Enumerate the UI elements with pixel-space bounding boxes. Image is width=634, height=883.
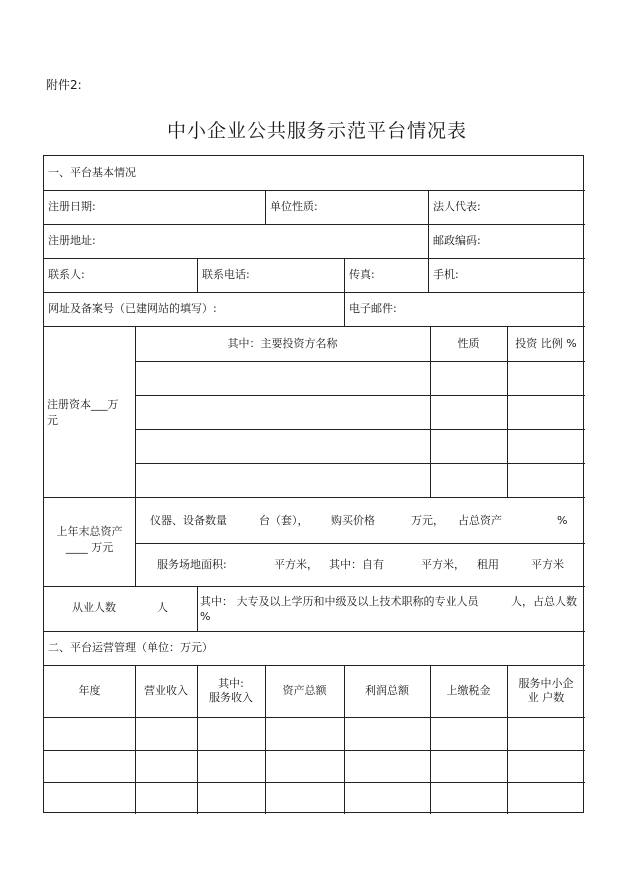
col-total-assets: 资产总额 bbox=[282, 684, 327, 697]
reg-date-label: 注册日期: bbox=[48, 200, 96, 213]
reg-address-label: 注册地址: bbox=[48, 234, 96, 247]
assets-label: 上年末总资产 bbox=[56, 525, 123, 538]
fax-label: 传真: bbox=[349, 268, 375, 281]
col-sme-served-2: 业 户数 bbox=[527, 691, 565, 704]
staff-unit: 人 bbox=[157, 601, 168, 614]
section2-heading: 二、平台运营管理（单位：万元） bbox=[48, 641, 213, 654]
staff-ratio: 人，占总人数 bbox=[511, 595, 577, 608]
site-area-label: 服务场地面积: bbox=[157, 558, 227, 571]
own-label: 其中：自有 bbox=[329, 558, 384, 571]
legal-rep-label: 法人代表: bbox=[433, 200, 481, 213]
col-service-revenue-1: 其中: bbox=[218, 677, 244, 690]
form-table bbox=[43, 155, 584, 813]
nature-header: 性质 bbox=[457, 337, 480, 350]
col-total-profit: 利润总额 bbox=[365, 684, 409, 697]
asset-ratio-label: 占总资产 bbox=[458, 514, 502, 527]
website-label: 网址及备案号（已建网站的填写）: bbox=[48, 302, 217, 315]
staff-percent: % bbox=[200, 610, 211, 623]
col-year: 年度 bbox=[78, 684, 101, 697]
col-revenue: 营业收入 bbox=[144, 684, 188, 697]
col-taxes: 上缴税金 bbox=[446, 684, 491, 697]
contact-phone-label: 联系电话: bbox=[202, 268, 250, 281]
investor-header: 其中：主要投资方名称 bbox=[227, 337, 338, 350]
mobile-label: 手机: bbox=[433, 268, 459, 281]
staff-detail: 其中： 大专及以上学历和中级及以上技术职称的专业人员 bbox=[200, 595, 479, 608]
unit-nature-label: 单位性质: bbox=[270, 200, 318, 213]
section1-heading: 一、平台基本情况 bbox=[48, 166, 136, 179]
col-sme-served-1: 服务中小企 bbox=[518, 677, 574, 690]
rent-label: 租用 bbox=[477, 558, 499, 571]
contact-label: 联系人: bbox=[48, 268, 85, 281]
staff-label: 从业人数 bbox=[72, 601, 116, 614]
reg-capital-label-2: 元 bbox=[47, 414, 58, 427]
col-service-revenue-2: 服务收入 bbox=[209, 691, 253, 704]
equip-label: 仪器、设备数量 bbox=[150, 514, 227, 527]
page-title: 中小企业公共服务示范平台情况表 bbox=[166, 120, 467, 142]
equip-unit: 台（套）， bbox=[259, 514, 309, 527]
email-label: 电子邮件: bbox=[349, 302, 397, 315]
ratio-header: 投资 比例 % bbox=[515, 337, 577, 350]
wanyuan-unit: 万元， bbox=[411, 514, 444, 527]
site-sqm: 平方米， bbox=[274, 558, 318, 571]
own-sqm: 平方米， bbox=[421, 558, 465, 571]
rent-sqm: 平方米 bbox=[531, 558, 564, 571]
reg-capital-label: 注册资本___万 bbox=[47, 398, 119, 411]
postal-code-label: 邮政编码: bbox=[433, 234, 481, 247]
percent-sign: % bbox=[557, 514, 568, 527]
attachment-label: 附件2: bbox=[46, 78, 82, 92]
assets-label-2: ____ 万元 bbox=[65, 541, 114, 554]
purchase-label: 购买价格 bbox=[331, 514, 375, 527]
